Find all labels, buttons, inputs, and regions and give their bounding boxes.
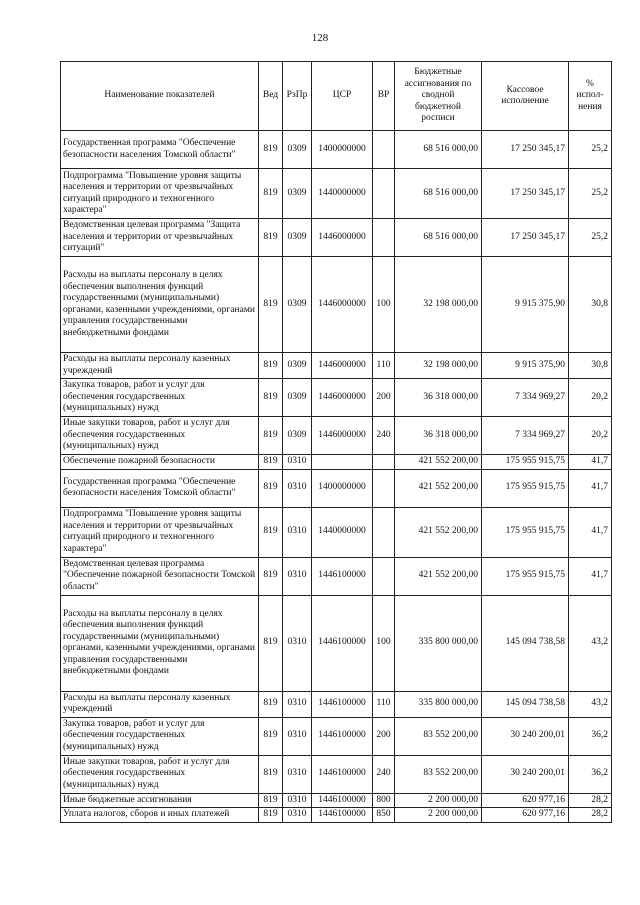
row-vr: 100 (373, 257, 395, 353)
row-vr: 200 (373, 379, 395, 417)
row-vr: 240 (373, 755, 395, 793)
row-ved: 819 (259, 469, 283, 507)
row-cash: 175 955 915,75 (482, 469, 569, 507)
table-row (61, 717, 612, 755)
row-pct: 30,8 (569, 257, 612, 353)
row-name: Иные закупки товаров, работ и услуг для обеспечения государственных (муниципальных) нужд (61, 417, 259, 455)
row-ved: 819 (259, 379, 283, 417)
row-name: Закупка товаров, работ и услуг для обеспечения государственных (муниципальных) нужд (61, 717, 259, 755)
row-pct: 41,7 (569, 557, 612, 595)
row-pct: 36,2 (569, 717, 612, 755)
row-budget: 32 198 000,00 (395, 353, 482, 379)
row-name: Закупка товаров, работ и услуг для обеспечения государственных (муниципальных) нужд (61, 379, 259, 417)
row-pct: 36,2 (569, 755, 612, 793)
row-ved: 819 (259, 455, 283, 470)
header-csr: ЦСР (312, 62, 373, 131)
row-csr: 1400000000 (312, 469, 373, 507)
row-ved: 819 (259, 257, 283, 353)
row-cash: 17 250 345,17 (482, 169, 569, 219)
row-rzpr: 0310 (283, 808, 312, 823)
row-vr (373, 557, 395, 595)
table-row (61, 219, 612, 257)
row-ved: 819 (259, 691, 283, 717)
row-csr: 1446100000 (312, 793, 373, 808)
row-budget: 2 200 000,00 (395, 808, 482, 823)
row-pct: 28,2 (569, 808, 612, 823)
row-name: Подпрограмма "Повышение уровня защиты населения и территории от чрезвычайных ситуаций природного и техногенного характера" (61, 169, 259, 219)
budget-execution-table (60, 61, 612, 823)
row-cash: 175 955 915,75 (482, 557, 569, 595)
row-ved: 819 (259, 131, 283, 169)
row-cash: 9 915 375,90 (482, 257, 569, 353)
table-row (61, 595, 612, 691)
header-vr: ВР (373, 62, 395, 131)
row-ved: 819 (259, 755, 283, 793)
row-csr: 1440000000 (312, 507, 373, 557)
header-name: Наименование показателей (61, 62, 259, 131)
row-cash: 7 334 969,27 (482, 417, 569, 455)
row-budget: 83 552 200,00 (395, 717, 482, 755)
row-csr: 1446100000 (312, 808, 373, 823)
row-budget: 2 200 000,00 (395, 793, 482, 808)
row-csr: 1446000000 (312, 353, 373, 379)
table-row (61, 169, 612, 219)
row-ved: 819 (259, 793, 283, 808)
table-row (61, 469, 612, 507)
row-name: Расходы на выплаты персоналу в целях обеспечения выполнения функций государственными (муниципальными) органами, казенными учреждениями, органами управления государственными внебюджетными фондами (61, 595, 259, 691)
row-budget: 83 552 200,00 (395, 755, 482, 793)
row-cash: 7 334 969,27 (482, 379, 569, 417)
row-cash: 145 094 738,58 (482, 595, 569, 691)
row-budget: 335 800 000,00 (395, 595, 482, 691)
table-row (61, 755, 612, 793)
row-vr: 100 (373, 595, 395, 691)
row-rzpr: 0310 (283, 595, 312, 691)
row-budget: 36 318 000,00 (395, 379, 482, 417)
row-csr: 1446100000 (312, 755, 373, 793)
row-pct: 41,7 (569, 469, 612, 507)
row-csr: 1446000000 (312, 417, 373, 455)
row-csr: 1446000000 (312, 257, 373, 353)
row-csr: 1446000000 (312, 379, 373, 417)
row-vr: 200 (373, 717, 395, 755)
row-name: Иные бюджетные ассигнования (61, 793, 259, 808)
table-row (61, 417, 612, 455)
row-csr: 1446100000 (312, 595, 373, 691)
table-row (61, 691, 612, 717)
row-vr: 240 (373, 417, 395, 455)
row-rzpr: 0309 (283, 257, 312, 353)
row-cash: 30 240 200,01 (482, 755, 569, 793)
row-rzpr: 0310 (283, 455, 312, 470)
row-rzpr: 0310 (283, 717, 312, 755)
row-ved: 819 (259, 417, 283, 455)
header-ved: Вед (259, 62, 283, 131)
row-vr (373, 169, 395, 219)
table-row (61, 353, 612, 379)
row-name: Расходы на выплаты персоналу казенных учреждений (61, 353, 259, 379)
row-rzpr: 0309 (283, 219, 312, 257)
row-vr (373, 219, 395, 257)
row-rzpr: 0310 (283, 691, 312, 717)
row-cash: 620 977,16 (482, 808, 569, 823)
row-ved: 819 (259, 808, 283, 823)
row-budget: 421 552 200,00 (395, 557, 482, 595)
row-cash: 175 955 915,75 (482, 455, 569, 470)
row-csr: 1400000000 (312, 131, 373, 169)
row-budget: 68 516 000,00 (395, 169, 482, 219)
row-rzpr: 0310 (283, 507, 312, 557)
row-cash: 17 250 345,17 (482, 219, 569, 257)
table-row (61, 379, 612, 417)
row-pct: 25,2 (569, 169, 612, 219)
row-rzpr: 0310 (283, 469, 312, 507)
row-vr (373, 507, 395, 557)
row-pct: 25,2 (569, 219, 612, 257)
row-rzpr: 0310 (283, 793, 312, 808)
row-pct: 20,2 (569, 417, 612, 455)
table-row (61, 131, 612, 169)
row-ved: 819 (259, 507, 283, 557)
row-cash: 620 977,16 (482, 793, 569, 808)
row-csr: 1446100000 (312, 717, 373, 755)
row-vr: 110 (373, 691, 395, 717)
table-row (61, 557, 612, 595)
row-rzpr: 0310 (283, 755, 312, 793)
row-csr: 1440000000 (312, 169, 373, 219)
row-budget: 36 318 000,00 (395, 417, 482, 455)
row-vr (373, 131, 395, 169)
row-budget: 68 516 000,00 (395, 219, 482, 257)
header-pct: % испол-нения (569, 62, 612, 131)
row-cash: 145 094 738,58 (482, 691, 569, 717)
row-cash: 17 250 345,17 (482, 131, 569, 169)
table-row (61, 257, 612, 353)
row-budget: 32 198 000,00 (395, 257, 482, 353)
row-name: Расходы на выплаты персоналу в целях обеспечения выполнения функций государственными (муниципальными) органами, казенными учреждениями, органами управления государственными внебюджетными фондами (61, 257, 259, 353)
row-pct: 28,2 (569, 793, 612, 808)
row-ved: 819 (259, 169, 283, 219)
row-vr (373, 469, 395, 507)
row-cash: 9 915 375,90 (482, 353, 569, 379)
row-pct: 41,7 (569, 455, 612, 470)
page-number: 128 (311, 32, 329, 44)
table-body (61, 131, 612, 823)
row-pct: 43,2 (569, 691, 612, 717)
row-name: Уплата налогов, сборов и иных платежей (61, 808, 259, 823)
row-ved: 819 (259, 595, 283, 691)
row-rzpr: 0309 (283, 417, 312, 455)
row-budget: 421 552 200,00 (395, 507, 482, 557)
row-vr: 800 (373, 793, 395, 808)
row-name: Расходы на выплаты персоналу казенных учреждений (61, 691, 259, 717)
row-pct: 43,2 (569, 595, 612, 691)
table-row (61, 793, 612, 808)
row-name: Подпрограмма "Повышение уровня защиты населения и территории от чрезвычайных ситуаций природного и техногенного характера" (61, 507, 259, 557)
row-rzpr: 0309 (283, 131, 312, 169)
header-rzpr: РзПр (283, 62, 312, 131)
table-header-row (61, 62, 612, 131)
row-ved: 819 (259, 353, 283, 379)
row-csr (312, 455, 373, 470)
header-cash: Кассовое исполнение (482, 62, 569, 131)
row-pct: 25,2 (569, 131, 612, 169)
row-vr (373, 455, 395, 470)
row-budget: 421 552 200,00 (395, 469, 482, 507)
table-row (61, 507, 612, 557)
row-csr: 1446000000 (312, 219, 373, 257)
row-name: Государственная программа "Обеспечение безопасности населения Томской области" (61, 469, 259, 507)
row-name: Государственная программа "Обеспечение безопасности населения Томской области" (61, 131, 259, 169)
row-budget: 421 552 200,00 (395, 455, 482, 470)
row-cash: 175 955 915,75 (482, 507, 569, 557)
row-budget: 68 516 000,00 (395, 131, 482, 169)
row-csr: 1446100000 (312, 691, 373, 717)
row-rzpr: 0310 (283, 557, 312, 595)
row-pct: 30,8 (569, 353, 612, 379)
row-name: Иные закупки товаров, работ и услуг для обеспечения государственных (муниципальных) нужд (61, 755, 259, 793)
row-ved: 819 (259, 219, 283, 257)
table-row (61, 455, 612, 470)
row-pct: 20,2 (569, 379, 612, 417)
row-ved: 819 (259, 717, 283, 755)
row-csr: 1446100000 (312, 557, 373, 595)
header-budget: Бюджетные ассигнования по сводной бюджетной росписи (395, 62, 482, 131)
row-budget: 335 800 000,00 (395, 691, 482, 717)
row-name: Обеспечение пожарной безопасности (61, 455, 259, 470)
row-vr: 850 (373, 808, 395, 823)
row-cash: 30 240 200,01 (482, 717, 569, 755)
row-name: Ведомственная целевая программа "Защита населения и территории от чрезвычайных ситуаций" (61, 219, 259, 257)
row-rzpr: 0309 (283, 353, 312, 379)
table-row (61, 808, 612, 823)
row-ved: 819 (259, 557, 283, 595)
row-name: Ведомственная целевая программа "Обеспечение пожарной безопасности Томской области" (61, 557, 259, 595)
row-pct: 41,7 (569, 507, 612, 557)
row-rzpr: 0309 (283, 169, 312, 219)
row-vr: 110 (373, 353, 395, 379)
row-rzpr: 0309 (283, 379, 312, 417)
